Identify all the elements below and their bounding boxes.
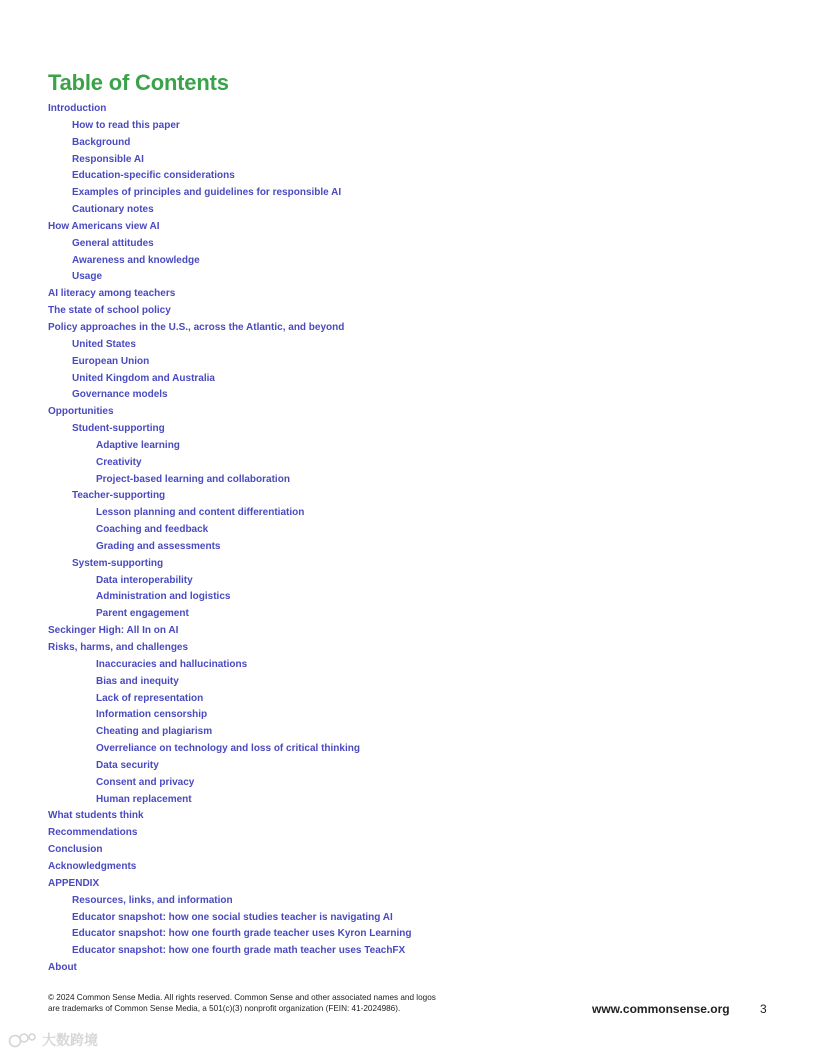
toc-entry[interactable]: Student-supporting [72,423,165,435]
copyright-notice [48,993,436,1014]
toc-entry[interactable]: Administration and logistics [96,591,231,603]
toc-entry[interactable]: Risks, harms, and challenges [48,642,189,653]
toc-entry[interactable]: Background [72,136,131,148]
toc-entry[interactable]: Inaccuracies and hallucinations [96,658,248,670]
toc-entry[interactable]: Examples of principles and guidelines for responsible AI [72,187,342,199]
toc-entry[interactable]: About [48,962,77,974]
toc-entry[interactable]: European Union [72,355,150,367]
toc-entry[interactable]: Human replacement [96,793,192,805]
toc-entry[interactable]: United States [72,338,136,350]
toc-entry[interactable]: Teacher-supporting [72,490,166,502]
toc-entry[interactable]: United Kingdom and Australia [72,372,215,384]
copyright-line-1: © 2024 Common Sense Media. All rights reserved. Common Sense and other associated names and logos [48,993,436,1002]
toc-entry[interactable]: Project-based learning and collaboration [96,473,290,485]
watermark-logo-icon [8,1032,38,1048]
toc-entry[interactable]: Awareness and knowledge [72,254,200,266]
toc-entry[interactable]: Educator snapshot: how one fourth grade teacher uses Kyron Learning [72,928,412,940]
toc-entry[interactable]: Data interoperability [96,574,193,586]
table-of-contents [48,101,412,977]
toc-entry[interactable]: Responsible AI [72,153,144,165]
toc-entry[interactable]: Data security [96,759,159,771]
toc-entry[interactable]: Cautionary notes [72,204,154,216]
page-title: Table of Contents [48,70,229,95]
toc-entry[interactable]: Acknowledgments [48,860,137,872]
toc-entry[interactable]: Adaptive learning [96,439,180,451]
toc-entry[interactable]: The state of school policy [48,305,171,317]
toc-entry[interactable]: Policy approaches in the U.S., across the Atlantic, and beyond [48,321,345,333]
toc-entry[interactable]: How to read this paper [72,119,180,131]
toc-entry[interactable]: Creativity [96,456,142,468]
toc-entry[interactable]: What students think [48,810,144,822]
toc-entry[interactable]: Coaching and feedback [96,524,209,536]
toc-entry[interactable]: Information censorship [96,709,208,721]
toc-entry[interactable]: Bias and inequity [96,675,179,687]
toc-entry[interactable]: Seckinger High: All In on AI [48,625,179,637]
toc-entry[interactable]: Introduction [48,103,107,114]
toc-entry[interactable]: General attitudes [72,237,154,249]
toc-entry[interactable]: Conclusion [48,844,103,856]
toc-entry[interactable]: AI literacy among teachers [48,288,176,300]
toc-entry[interactable]: Lack of representation [96,692,204,704]
toc-entry[interactable]: Resources, links, and information [72,894,233,906]
toc-entry[interactable]: System-supporting [72,557,164,569]
toc-entry[interactable]: Usage [72,271,103,283]
toc-entry[interactable]: Educator snapshot: how one fourth grade math teacher uses TeachFX [72,945,406,957]
toc-entry[interactable]: Parent engagement [96,608,189,620]
watermark-text: 大数跨境 [42,1032,98,1048]
toc-entry[interactable]: APPENDIX [48,877,100,889]
toc-entry[interactable]: Lesson planning and content differentiation [96,507,305,519]
toc-entry[interactable]: Cheating and plagiarism [96,726,213,738]
page-number: 3 [760,1002,767,1016]
toc-entry[interactable]: Overreliance on technology and loss of critical thinking [96,743,360,755]
watermark [8,1030,98,1050]
toc-entry[interactable]: Recommendations [48,827,138,839]
website-link[interactable]: www.commonsense.org [592,1002,730,1016]
toc-entry[interactable]: Grading and assessments [96,540,221,552]
toc-entry[interactable]: How Americans view AI [48,220,160,232]
toc-entry[interactable]: Educator snapshot: how one social studies teacher is navigating AI [72,911,393,923]
toc-entry[interactable]: Consent and privacy [96,776,195,788]
toc-entry[interactable]: Governance models [72,389,168,401]
toc-entry[interactable]: Opportunities [48,406,114,418]
copyright-line-2: are trademarks of Common Sense Media, a 501(c)(3) nonprofit organization (FEIN: 41-2024986). [48,1003,401,1013]
toc-entry[interactable]: Education-specific considerations [72,170,235,182]
